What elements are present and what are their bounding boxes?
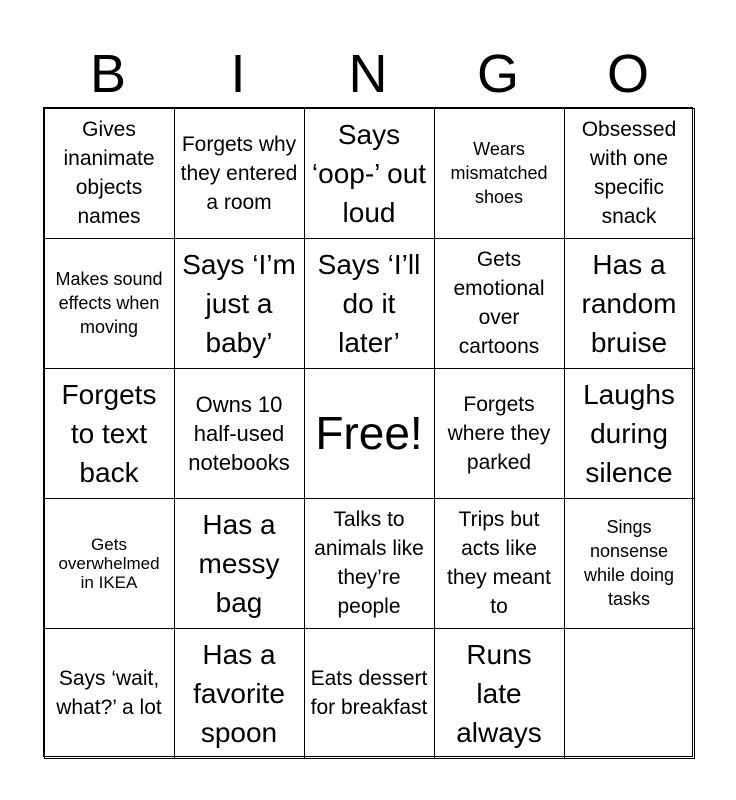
bingo-cell[interactable]: [174, 628, 305, 759]
bingo-cell[interactable]: [44, 498, 175, 629]
free-space-label: Free!: [315, 407, 423, 459]
bingo-cell[interactable]: [44, 108, 175, 239]
bingo-cell[interactable]: [174, 108, 305, 239]
cell-text: Has a favorite spoon: [193, 638, 285, 748]
cell-text: Trips but acts like they meant to: [447, 508, 551, 618]
cell-text: Owns 10 half-used notebooks: [188, 391, 290, 475]
bingo-cell[interactable]: [434, 368, 565, 499]
cell-text: Says ‘I’m just a baby’: [182, 248, 296, 358]
cell-text: Eats dessert for breakfast: [310, 667, 428, 719]
bingo-header: [43, 44, 693, 104]
bingo-cell[interactable]: [304, 108, 435, 239]
header-letter-b: B: [89, 44, 127, 104]
cell-text: Forgets where they parked: [447, 392, 551, 474]
cell-text: Sings nonsense while doing tasks: [583, 517, 675, 609]
cell-text: Forgets to text back: [61, 378, 157, 488]
cell-text: Says ‘oop-’ out loud: [311, 118, 427, 228]
cell-text: Runs late always: [456, 638, 542, 748]
bingo-cell[interactable]: [304, 628, 435, 759]
cell-text: Says ‘I’ll do it later’: [317, 248, 421, 358]
bingo-cell-empty[interactable]: [564, 628, 695, 759]
bingo-cell[interactable]: [44, 238, 175, 369]
bingo-cell[interactable]: [304, 498, 435, 629]
header-letter-i: I: [230, 44, 246, 104]
bingo-card-grid: [43, 107, 693, 757]
bingo-cell[interactable]: [174, 238, 305, 369]
cell-text: Laughs during silence: [583, 378, 675, 488]
bingo-cell[interactable]: [434, 498, 565, 629]
cell-text: Has a messy bag: [198, 508, 280, 618]
cell-text: Forgets why they entered a room: [180, 132, 298, 214]
cell-text: Obsessed with one specific snack: [581, 118, 677, 228]
cell-text: Gets overwhelmed in IKEA: [58, 534, 160, 592]
cell-text: Says ‘wait, what?’ a lot: [56, 667, 162, 719]
cell-text: Talks to animals like they’re people: [314, 508, 424, 618]
bingo-cell[interactable]: [564, 238, 695, 369]
free-space-cell[interactable]: [304, 368, 435, 499]
bingo-cell[interactable]: [174, 498, 305, 629]
cell-text: Gives inanimate objects names: [63, 118, 155, 228]
bingo-cell[interactable]: [44, 368, 175, 499]
bingo-cell[interactable]: [564, 498, 695, 629]
bingo-cell[interactable]: [434, 628, 565, 759]
cell-text: Gets emotional over cartoons: [453, 248, 545, 358]
bingo-cell[interactable]: [434, 108, 565, 239]
bingo-cell[interactable]: [564, 108, 695, 239]
cell-text: Wears mismatched shoes: [450, 139, 548, 207]
header-letter-g: G: [476, 44, 519, 104]
cell-text: Makes sound effects when moving: [55, 269, 163, 337]
bingo-cell[interactable]: [434, 238, 565, 369]
bingo-cell[interactable]: [564, 368, 695, 499]
bingo-cell[interactable]: [44, 628, 175, 759]
header-letter-n: N: [348, 44, 388, 104]
cell-text: Has a random bruise: [581, 248, 677, 358]
header-letter-o: O: [606, 44, 649, 104]
bingo-cell[interactable]: [304, 238, 435, 369]
bingo-cell[interactable]: [174, 368, 305, 499]
